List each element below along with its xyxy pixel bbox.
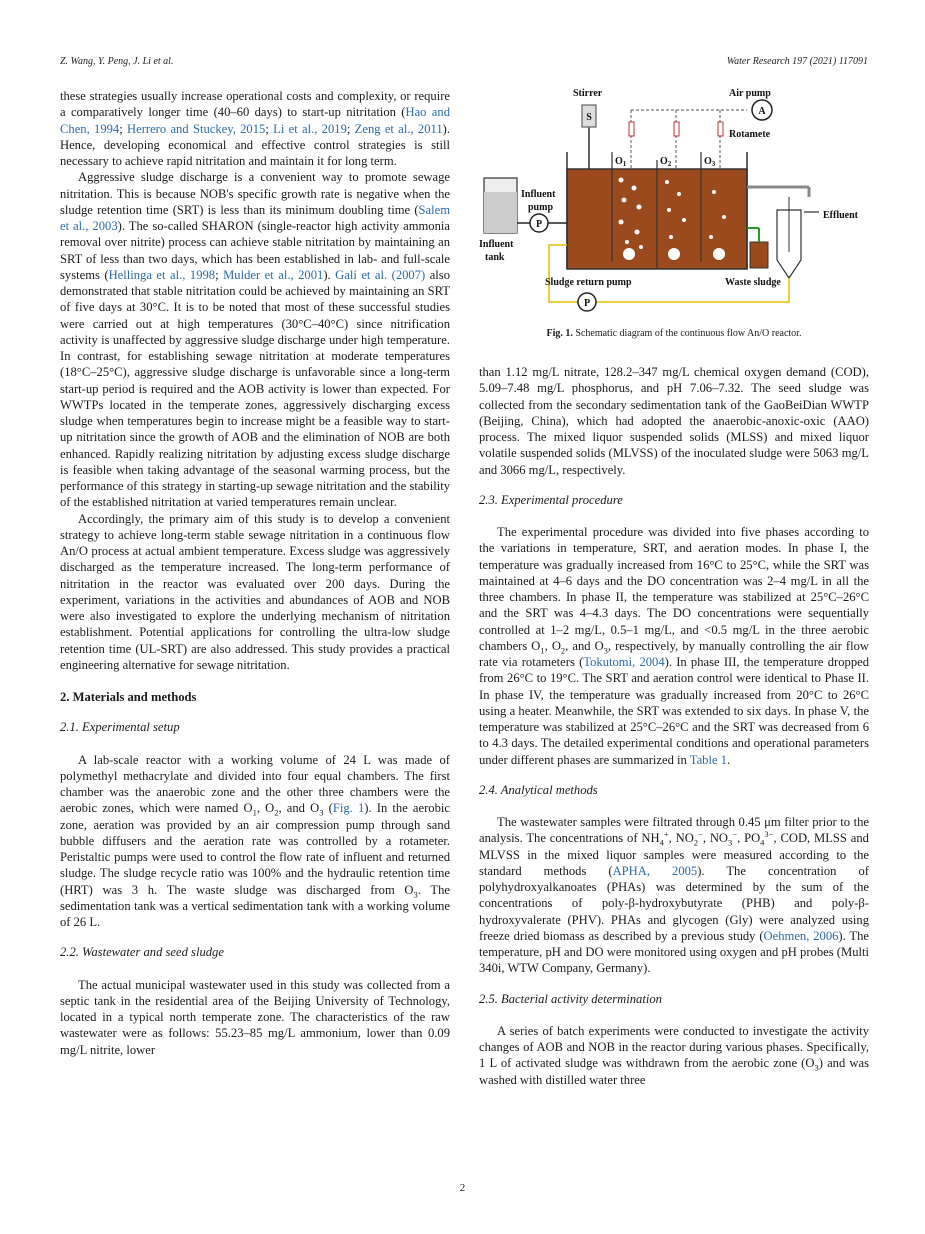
text: ;: [265, 121, 274, 136]
text: The experimental procedure was divided into five phases according to the variations in temperature, SRT, and aeration modes. In phase I, the temperature was gradually increased from 16°C to 25°C, while the SRT was maintained at 4–6 days and the DO concentration was 2–4 mg/L in all the three chambers. In phase II, the temperature was stabilized at 25°C–26°C and the SRT was 4–4.3 days. The DO concentrations were sequentially controlled at 1–2 mg/L, 0.5–1 mg/L, and <0.5 mg/L in the three aerobic chambers O: [479, 525, 869, 653]
subscript: 3: [728, 837, 733, 848]
text: A lab-scale reactor with a working volume of 24 L was made of polymethyl methacrylate and divided into four equal chambers. The first chamber was the anaerobic zone and the other three chambers were the aerobic zones, which were named O: [60, 752, 450, 816]
running-header-authors: Z. Wang, Y. Peng, J. Li et al.: [60, 56, 174, 67]
text: , NO: [702, 831, 729, 846]
text: ;: [346, 121, 355, 136]
subscript: 3: [319, 807, 324, 818]
text: , O: [544, 638, 561, 653]
text: ). The so-called SHARON (single-reactor high activity ammonia removal over nitrite) process can achieve stable nitritation by maintaining an SRT of less than two days, which has been established in lab- and full-scale systems (: [60, 219, 450, 282]
paragraph: The actual municipal wastewater used in this study was collected from a septic tank in the residential area of the Beijing University of Technology, located in a typical north temperate zone. The characteristics of the raw wastewater were as follows: 55.23–85 mg/L ammonium, lower than 0.09 mg/L nitrite, lower: [60, 977, 450, 1057]
pump-label: pump: [528, 202, 554, 213]
subsection-heading: 2.2. Wastewater and seed sludge: [60, 945, 224, 960]
waste-sludge-label: Waste sludge: [725, 277, 781, 288]
text: , respectively, by manually controlling the air flow rate via rotameters (: [479, 638, 869, 669]
text: ;: [119, 121, 128, 136]
influent-water: [484, 192, 517, 233]
citation-link[interactable]: Salem et al., 2003: [60, 202, 450, 233]
subscript: 4: [760, 837, 765, 848]
superscript: −: [698, 829, 703, 840]
citation-link[interactable]: APHA, 2005: [612, 863, 698, 878]
text: , and O: [278, 801, 320, 816]
text: ). In the aerobic zone, aeration was provided by an air compression pump through sand bubble diffusers and the aeration rate was controlled by a rotameter. Peristaltic pumps were used to control the flow rate of influent and returned sludge. The sludge recycle ratio was 100% and the hydraulic retention time (HRT) was 3 h. The waste sludge was discharged from O: [60, 801, 450, 897]
text: ). In phase III, the temperature dropped from 26°C to 19°C. The SRT and aeration control were identical to Phase II. In phase IV, the temperature was gradually increased from 20°C to 26°C using a heater. Meanwhile, the SRT was extended to six days. In phase V, the temperature was stabilized at 25°C–26°C and the SRT was decreased from 6 to 4.3 days. The detailed experimental conditions and operational parameters under different phases are summarized in: [479, 655, 870, 767]
return-pump-symbol: P: [583, 298, 591, 309]
superscript: 3−: [764, 829, 774, 840]
paragraph: [479, 524, 869, 768]
stirrer-label: Stirrer: [573, 88, 603, 99]
rotameter: [629, 122, 634, 136]
text: The wastewater samples were filtrated through 0.45 μm filter prior to the analysis. The concentrations of NH: [479, 815, 869, 846]
pump-symbol: P: [535, 219, 543, 230]
rotameter-label: Rotamete: [729, 129, 771, 140]
influent-label: Influent: [521, 189, 556, 200]
rotameter: [674, 122, 679, 136]
figure-link[interactable]: Fig. 1: [332, 801, 365, 816]
figure-1: [479, 82, 869, 339]
superscript: −: [732, 829, 738, 840]
paragraph: [60, 752, 450, 931]
text: , PO: [737, 831, 761, 846]
chamber-label-o2: $O_2$: [660, 156, 672, 168]
figure-caption: [479, 328, 869, 339]
text: ). The temperature, pH and DO were monitored using oxygen and pH probes (Multi 340i, WTW Company, Germany).: [479, 928, 869, 976]
sludge-return-pump-label: Sludge return pump: [545, 277, 632, 288]
text: . The sedimentation tank was a vertical sedimentation tank with a working volume of 26 L.: [60, 882, 450, 929]
text: , and O: [565, 638, 604, 653]
citation-link[interactable]: Herrero and Stuckey, 2015: [127, 121, 266, 136]
text: , NO: [668, 831, 694, 846]
text: .: [727, 752, 731, 767]
text: ). Hence, developing economical and effective control strategies is still necessary to achieve rapid nitritation and maintain it for long term.: [60, 121, 450, 168]
text: also demonstrated that stable nitritation could be achieved by maintaining an SRT of five days at 30°C. It is to be noted that most of these successful studies were carried out at high temperatures (30°C–40°C) since nitrification activity is unaffected by aggressive sludge discharge under high temperature. In contrast, for establishing sewage nitritation at moderate temperatures (18°C–25°C), aggressive sludge discharge is unfavorable since a long-term start-up period is required and the AOB activity is lower than expected. For WWTPs located in the temperate zones, aggressively discharging excess sludge when temperatures begin to increase might be a feasible way to start-up nitritation since the growth of AOB and the elimination of NOB are both enhanced. Rapidly realizing nitritation by adjusting excess sludge discharge is feasible when taking advantage of the seasonal warming process, but the performance of this strategy in starting-up sewage nitritation and the stability of the established nitritation at varied temperatures remain unclear.: [60, 267, 450, 510]
subscript: 2: [274, 807, 279, 818]
paragraph: [479, 1023, 869, 1088]
effluent-label: Effluent: [823, 210, 858, 221]
table-link[interactable]: Table 1: [689, 752, 727, 767]
citation-link[interactable]: Hao and Chen, 1994: [60, 105, 450, 136]
running-header-journal: Water Research 197 (2021) 117091: [726, 56, 868, 67]
citation-link[interactable]: Tokutomi, 2004: [583, 655, 665, 669]
left-column: [60, 88, 450, 1058]
right-column: [479, 364, 869, 1088]
section-heading: 2. Materials and methods: [60, 690, 197, 704]
air-pump-symbol: A: [758, 106, 766, 117]
stirrer-symbol: S: [586, 112, 592, 123]
subscript: 3: [814, 1062, 819, 1073]
reactor-schematic: [479, 82, 869, 318]
citation-link[interactable]: Mulder et al., 2001: [223, 267, 324, 282]
caption-label: Fig. 1.: [546, 328, 573, 339]
text: ;: [215, 267, 224, 282]
rotameter: [718, 122, 723, 136]
subscript: 4: [659, 837, 664, 848]
text: A series of batch experiments were conducted to investigate the activity changes of AOB and NOB in the reactor during various phases. Specifically, 1 L of activated sludge was withdrawn from the aerobic zone (O: [479, 1023, 869, 1071]
citation-link[interactable]: Oehmen, 2006: [763, 928, 839, 943]
subscript: 2: [560, 645, 566, 656]
subscript: 3: [413, 889, 418, 900]
paragraph: [60, 88, 450, 169]
subscript: 2: [693, 837, 699, 848]
text: , COD, MLSS and MLVSS in the mixed liquor samples were measured according to the standard methods (: [479, 831, 869, 878]
paragraph: [60, 169, 450, 510]
subscript: 3: [603, 645, 608, 656]
text: (: [323, 801, 333, 816]
citation-link[interactable]: Zeng et al., 2011: [354, 121, 443, 136]
caption-text: Schematic diagram of the continuous flow An/O reactor.: [572, 328, 802, 339]
citation-link[interactable]: Li et al., 2019: [273, 121, 347, 136]
influent-tank-label: Influent: [479, 239, 514, 250]
text: ).: [323, 267, 336, 282]
chamber-label-o3: $O_3$: [704, 156, 716, 168]
subscript: 1: [540, 645, 545, 656]
text: Aggressive sludge discharge is a convenient way to promote sewage nitritation. This is because NOB's specific growth rate is negative when the sludge retention time (SRT) is less than its minimum doubling time (: [60, 170, 450, 217]
waste-sludge-container: [750, 242, 768, 268]
paragraph: than 1.12 mg/L nitrate, 128.2–347 mg/L chemical oxygen demand (COD), 5.09–7.48 mg/L phosphorus, and pH 7.06–7.32. The seed sludge was collected from the secondary sedimentation tank of the GaoBeiDian WWTP (Beijing, China), which had adopted the anaerobic-anoxic-oxic (AAO) process. The mixed liquor suspended solids (MLSS) and mixed liquor volatile suspended solids (MLVSS) of the inoculated sludge were 5063 mg/L and 3066 mg/L, respectively.: [479, 365, 869, 477]
text: ) and was washed with distilled water three: [479, 1056, 870, 1087]
text: , O: [256, 801, 275, 816]
citation-link[interactable]: Hellinga et al., 1998: [108, 267, 216, 282]
text: these strategies usually increase operational costs and complexity, or require a comparatively longer time (40–60 days) to start-up nitritation (: [60, 89, 450, 120]
text: ). The concentration of polyhydroxyalkanoates (PHAs) was determined by the sum of the concentrations of poly-β-hydroxybutyrate (PHB) and poly-β-hydroxyvalerate (PHV). PHAs and glycogen (Gly) were analyzed using freeze dried biomass as described by a previous study (: [479, 863, 869, 943]
air-pump-label: Air pump: [729, 88, 771, 99]
paragraph: Accordingly, the primary aim of this study is to develop a convenient strategy to achieve long-term stable sewage nitritation in a continuous flow An/O process at actual ambient temperature. Excess sludge was aggressively discharged as the temperature increased. The long-term performance of nitritation in the reactor was evaluated over 200 days. During the experiment, variations in the activities and abundances of AOB and NOB were also investigated to explore the underlying mechanism of nitritation establishment. Potential applications for controlling the ultra-low sludge retention time (UL-SRT) are also addressed. This study provides a practical engineering alternative for sewage nitritation.: [60, 511, 450, 672]
subsection-heading: 2.5. Bacterial activity determination: [479, 991, 662, 1006]
subsection-heading: 2.1. Experimental setup: [60, 720, 180, 735]
subscript: 1: [252, 807, 257, 818]
chamber-label-o1: $O_1$: [615, 156, 627, 168]
paragraph: [479, 814, 869, 977]
influent-tank-label: tank: [485, 252, 505, 263]
page-number: 2: [459, 1182, 466, 1194]
superscript: +: [663, 829, 669, 840]
citation-link[interactable]: Galí et al. (2007): [335, 267, 426, 282]
subsection-heading: 2.3. Experimental procedure: [479, 492, 623, 507]
subsection-heading: 2.4. Analytical methods: [479, 782, 598, 797]
